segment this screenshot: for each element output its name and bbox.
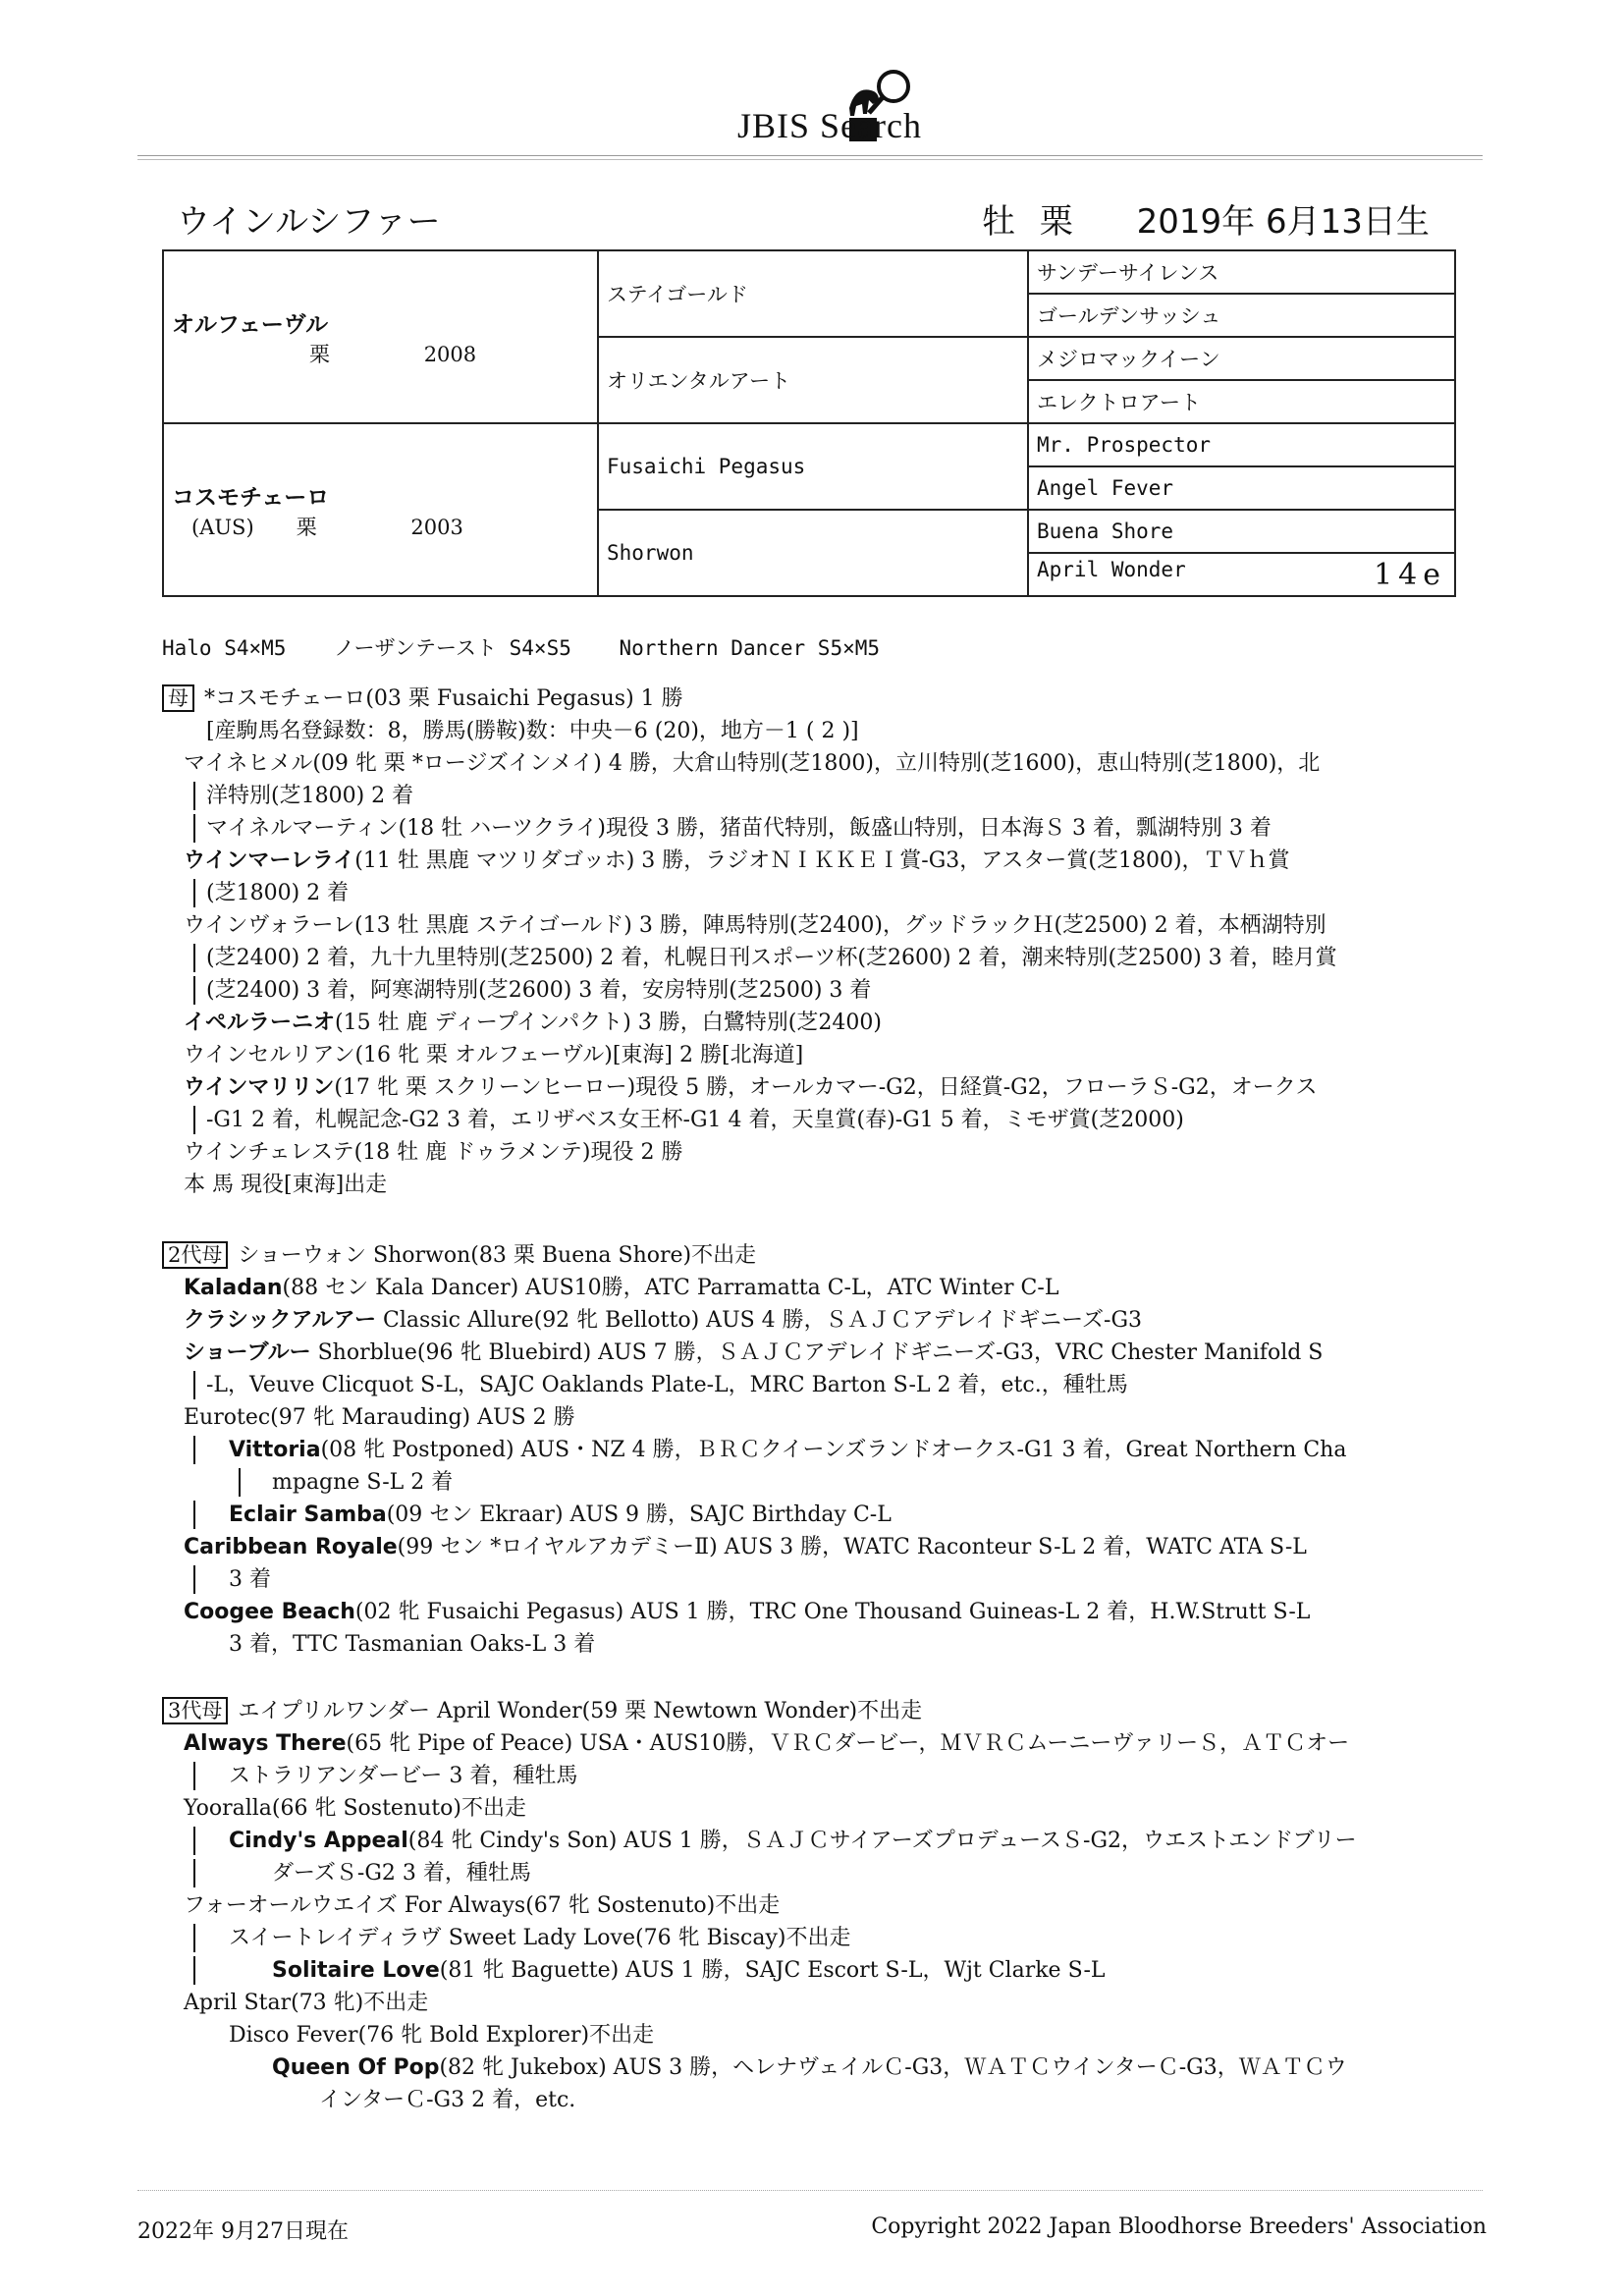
sire-year: 2008 [423,342,477,366]
grand-offspring-line: Vittoria(08 牝 Postponed) AUS・NZ 4 勝，ＢＲＣクイーンズランドオークス-G1 3 着，Great Northern Cha [162,1434,1346,1466]
header-divider [137,155,1483,160]
offspring-line: マイネルマーティン(18 牡 ハーツクライ)現役 3 勝，猪苗代特別，飯盛山特別，日本海Ｓ 3 着，瓢湖特別 3 着 [162,812,1337,845]
g3-cell-5: Mr. Prospector [1028,423,1455,466]
g3-cell-6: Angel Fever [1028,466,1455,510]
grand-offspring-line: Cindy's Appeal(84 牝 Cindy's Son) AUS 1 勝，ＳＡＪＣサイアーズプロデュースＳ-G2，ウエストエンドブリー [162,1825,1357,1857]
offspring-line: Eurotec(97 牝 Marauding) AUS 2 勝 [184,1405,575,1430]
offspring-line: -G1 2 着，札幌記念-G2 3 着，エリザベス女王杯-G1 4 着，天皇賞(春)-G1 5 着，ミモザ賞(芝2000) [162,1104,1337,1136]
great-grand-offspring-line: Queen Of Pop(82 牝 Jukebox) AUS 3 勝，ヘレナヴェイルＣ-G3，ＷＡＴＣウインターＣ-G3，ＷＡＴＣウ [272,2055,1347,2080]
inbreeding-item: Northern Dancer S5×M5 [619,636,881,660]
offspring-line: Coogee Beach(02 牝 Fusaichi Pegasus) AUS 1 勝，TRC One Thousand Guineas-L 2 着，H.W.Strutt S-L [184,1600,1311,1624]
stakes-horse-name: ウインマリリン [184,1075,335,1100]
dam-sire-cell: Fusaichi Pegasus [598,423,1028,510]
sire-name: オルフェーヴル [172,311,329,338]
this-horse-line: 本 馬 現役[東海]出走 [184,1173,388,1197]
section-heading: 母 [162,684,194,712]
offspring-line: 3 着，TTC Tasmanian Oaks-L 3 着 [229,1632,596,1657]
family-code: 14e [1374,557,1446,592]
g3-cell-2: ゴールデンサッシュ [1028,294,1455,337]
offspring-line: クラシックアルアー Classic Allure(92 牝 Bellotto) AUS 4 勝，ＳＡＪＣアデレイドギニーズ-G3 [184,1308,1143,1333]
offspring-line: ウインマーレライ(11 牡 黒鹿 マツリダゴッホ) 3 勝，ラジオＮＩＫＫＥＩ賞-G3，アスター賞(芝1800)，ＴＶｈ賞 [184,848,1290,873]
footer-date: 2022年 9月27日現在 [137,2219,349,2244]
dam-origin: (AUS) [191,515,254,539]
stakes-horse-name: ウインマーレライ [184,848,355,873]
g3-cell-4: エレクトロアート [1028,380,1455,423]
offspring-line: ストラリアンダービー 3 着，種牡馬 [162,1760,1357,1792]
g3-cell-1: サンデーサイレンス [1028,250,1455,294]
great-grand-offspring-line: Solitaire Love(81 牝 Baguette) AUS 1 勝，SAJC Escort S-L，Wjt Clarke S-L [162,1954,1357,1987]
dam-year: 2003 [410,515,463,539]
g3-cell-3: メジロマックイーン [1028,337,1455,380]
dam-line: 母 *コスモチェーロ(03 栗 Fusaichi Pegasus) 1 勝 [162,683,1337,715]
grand-offspring-line: Disco Fever(76 牝 Bold Explorer)不出走 [229,2023,655,2048]
footer-divider [137,2190,1483,2191]
dam-dam-cell: Shorwon [598,510,1028,596]
inbreeding-item: Halo S4×M5 [162,636,287,660]
offspring-line: ウインチェレステ(18 牡 鹿 ドゥラメンテ)現役 2 勝 [184,1140,683,1165]
pedigree-table [162,249,1456,597]
offspring-line: (芝2400) 3 着，阿寒湖特別(芝2600) 3 着，安房特別(芝2500) 3 着 [162,974,1337,1007]
sire-info [172,339,589,368]
dam-info [172,512,589,541]
offspring-line: Caribbean Royale(99 セン *ロイヤルアカデミーⅡ) AUS 3 勝，WATC Raconteur S-L 2 着，WATC ATA S-L [184,1535,1307,1559]
second-dam-line: 2代母 ショーウォン Shorwon(83 栗 Buena Shore)不出走 [162,1239,1346,1272]
page-header [137,59,1483,157]
jbis-search-logo [702,59,957,152]
logo-text: JBIS Search [737,106,922,145]
offspring-line: April Star(73 牝)不出走 [184,1991,429,2015]
offspring-line: 洋特別(芝1800) 2 着 [162,780,1337,812]
dam-offspring-summary: [産駒馬名登録数：8，勝馬(勝鞍)数：中央－6 (20)，地方－1 ( 2 )] [206,719,859,743]
third-dam-line: 3代母 エイプリルワンダー April Wonder(59 栗 Newtown Wonder)不出走 [162,1695,1357,1727]
dam-name: コスモチェーロ [172,484,330,511]
third-dam-section [162,1695,1357,2116]
horse-name: ウインルシファー [177,202,441,242]
offspring-line: (芝2400) 2 着，九十九里特別(芝2500) 2 着，札幌日刊スポーツ杯(芝2600) 2 着，潮来特別(芝2500) 3 着，睦月賞 [162,942,1337,974]
dam-cell [163,423,598,596]
grand-offspring-line: Eclair Samba(09 セン Ekraar) AUS 9 勝，SAJC Birthday C-L [162,1499,1346,1531]
offspring-line: 3 着 [162,1563,1346,1596]
offspring-line: (芝1800) 2 着 [162,877,1337,909]
dam-color: 栗 [296,515,317,539]
footer-copyright: Copyright 2022 Japan Bloodhorse Breeders' Association [871,2214,1487,2239]
offspring-line: ウインセルリアン(16 牝 栗 オルフェーヴル)[東海] 2 勝[北海道] [184,1043,804,1067]
sire-dam-cell: オリエンタルアート [598,337,1028,423]
sire-color: 栗 [309,342,330,366]
sire-sire-cell: ステイゴールド [598,250,1028,337]
g3-cell-8 [1028,553,1455,596]
offspring-line: ショーブルー Shorblue(96 牝 Bluebird) AUS 7 勝，ＳＡＪＣアデレイドギニーズ-G3，VRC Chester Manifold S [184,1340,1324,1365]
offspring-line: Always There(65 牝 Pipe of Peace) USA・AUS10勝，ＶＲＣダービー，ＭＶＲＣムーニーヴァリーＳ，ＡＴＣオー [184,1731,1350,1756]
section-heading: 2代母 [162,1241,228,1269]
offspring-line: マイネヒメル(09 牝 栗 *ロージズインメイ) 4 勝，大倉山特別(芝1800)，立川特別(芝1600)，恵山特別(芝1800)，北 [184,751,1321,776]
horse-color: 栗 [1039,202,1073,242]
offspring-line: ウインヴォラーレ(13 牡 黒鹿 ステイゴールド) 3 勝，陣馬特別(芝2400)，グッドラックＨ(芝2500) 2 着，本栖湖特別 [184,913,1326,938]
inbreeding-item: ノーザンテースト S4×S5 [334,636,571,660]
dam-section [162,683,1337,1201]
horse-meta [982,194,1443,243]
sire-cell [163,250,598,423]
inbreeding-line [162,632,915,662]
offspring-line: Kaladan(88 セン Kala Dancer) AUS10勝，ATC Parramatta C-L，ATC Winter C-L [184,1276,1059,1300]
horse-birth-date: 2019年 6月13日生 [1136,202,1430,242]
section-heading: 3代母 [162,1697,228,1724]
second-dam-section [162,1239,1346,1661]
offspring-line: Yooralla(66 牝 Sostenuto)不出走 [184,1796,526,1821]
great-grand-offspring-line: インターＣ-G3 2 着，etc. [319,2088,576,2112]
g3-cell-8-name: April Wonder [1037,557,1186,581]
grand-offspring-line: ダーズＳ-G2 3 着，種牡馬 [162,1857,1357,1889]
offspring-line: -L，Veuve Clicquot S-L，SAJC Oaklands Plate-L，MRC Barton S-L 2 着，etc.，種牡馬 [162,1369,1346,1401]
grand-offspring-line: スイートレイディラヴ Sweet Lady Love(76 牝 Biscay)不出走 [162,1922,1357,1954]
g3-cell-7: Buena Shore [1028,510,1455,553]
offspring-line: イペルラーニオ(15 牡 鹿 ディープインパクト) 3 勝，白鷺特別(芝2400) [184,1011,882,1035]
stakes-horse-name: イペルラーニオ [184,1011,336,1035]
offspring-line: ウインマリリン(17 牝 栗 スクリーンヒーロー)現役 5 勝，オールカマー-G2，日経賞-G2，フローラＳ-G2，オークス [184,1075,1318,1100]
offspring-line: フォーオールウエイズ For Always(67 牝 Sostenuto)不出走 [184,1893,781,1918]
horse-sex: 牡 [982,202,1015,242]
grand-offspring-line: mpagne S-L 2 着 [162,1466,1346,1499]
